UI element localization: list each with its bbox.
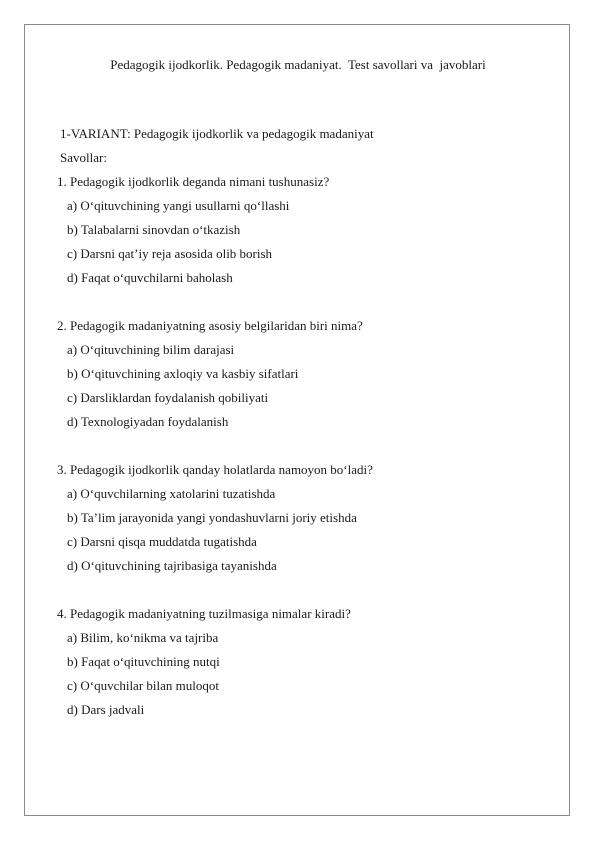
q2-option-b: b) O‘qituvchining axloqiy va kasbiy sifatlari [67,366,299,381]
question-1: 1. Pedagogik ijodkorlik deganda nimani tushunasiz? [57,174,330,189]
q1-option-d: d) Faqat o‘quvchilarni baholash [67,270,233,285]
page-title: Pedagogik ijodkorlik. Pedagogik madaniyat. Test savollari va javoblari [110,57,486,72]
q1-option-a: a) O‘qituvchining yangi usullarni qo‘llashi [67,198,290,213]
q3-option-b: b) Ta’lim jarayonida yangi yondashuvlarni joriy etishda [67,510,357,525]
question-2: 2. Pedagogik madaniyatning asosiy belgilaridan biri nima? [57,318,363,333]
q4-option-b: b) Faqat o‘qituvchining nutqi [67,654,220,669]
questions-label: Savollar: [60,150,107,165]
variant-heading: 1-VARIANT: Pedagogik ijodkorlik va pedagogik madaniyat [60,126,374,141]
q3-option-c: c) Darsni qisqa muddatda tugatishda [67,534,257,549]
q3-option-a: a) O‘quvchilarning xatolarini tuzatishda [67,486,276,501]
question-3: 3. Pedagogik ijodkorlik qanday holatlarda namoyon bo‘ladi? [57,462,373,477]
q4-option-a: a) Bilim, ko‘nikma va tajriba [67,630,219,645]
q4-option-d: d) Dars jadvali [67,702,145,717]
q2-option-a: a) O‘qituvchining bilim darajasi [67,342,235,357]
q2-option-d: d) Texnologiyadan foydalanish [67,414,229,429]
q2-option-c: c) Darsliklardan foydalanish qobiliyati [67,390,269,405]
q4-option-c: c) O‘quvchilar bilan muloqot [67,678,219,693]
q1-option-b: b) Talabalarni sinovdan o‘tkazish [67,222,241,237]
question-4: 4. Pedagogik madaniyatning tuzilmasiga nimalar kiradi? [57,606,351,621]
q3-option-d: d) O‘qituvchining tajribasiga tayanishda [67,558,277,573]
q1-option-c: c) Darsni qat’iy reja asosida olib borish [67,246,273,261]
